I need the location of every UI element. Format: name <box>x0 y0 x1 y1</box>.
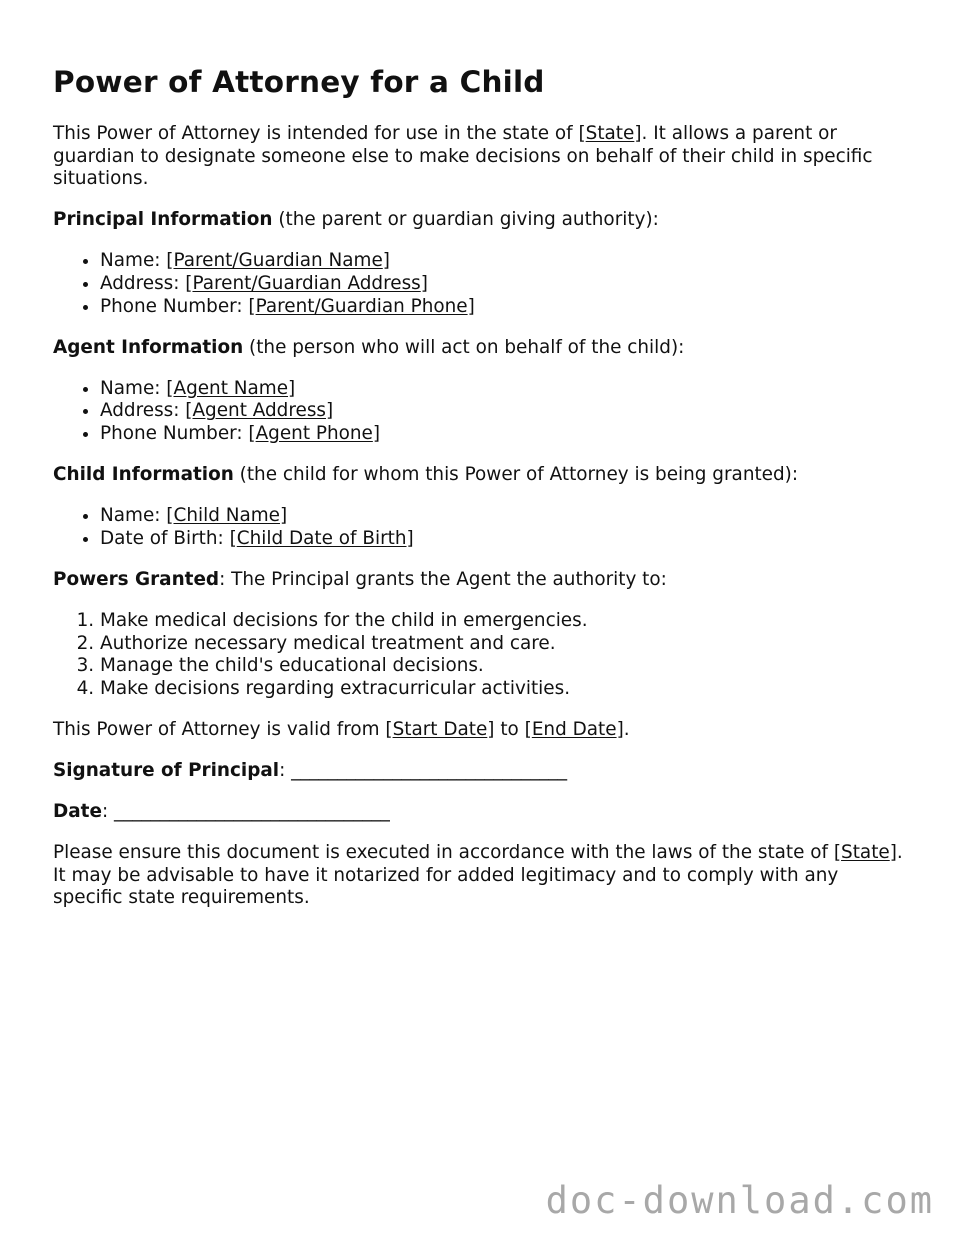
powers-list <box>53 610 913 700</box>
list-item: • Name: [Parent/Guardian Name] <box>100 250 913 273</box>
watermark: doc-download.com <box>545 1179 934 1222</box>
page-title: Power of Attorney for a Child <box>53 65 545 99</box>
list-item: 3. Manage the child's educational decisions. <box>100 655 913 678</box>
parent-address-placeholder[interactable]: Parent/Guardian Address <box>192 272 421 294</box>
signature-line: Signature of Principal: ______________________________ <box>53 759 568 781</box>
child-dob-placeholder[interactable]: Child Date of Birth <box>236 527 407 549</box>
principal-info-list <box>53 250 913 318</box>
list-item: • Address: [Agent Address] <box>100 400 913 423</box>
list-item: • Address: [Parent/Guardian Address] <box>100 273 913 296</box>
start-date-placeholder[interactable]: Start Date <box>392 718 488 740</box>
state-placeholder[interactable]: State <box>585 123 635 144</box>
child-section-heading: Child Information (the child for whom this Power of Attorney is being granted): <box>53 464 799 486</box>
parent-name-placeholder[interactable]: Parent/Guardian Name <box>173 250 383 272</box>
parent-phone-placeholder[interactable]: Parent/Guardian Phone <box>255 295 468 317</box>
agent-name-placeholder[interactable]: Agent Name <box>173 377 289 399</box>
agent-phone-placeholder[interactable]: Agent Phone <box>255 422 373 444</box>
signature-field[interactable]: ______________________________ <box>291 759 568 781</box>
list-item: • Date of Birth: [Child Date of Birth] <box>100 528 913 551</box>
agent-info-list <box>53 378 913 446</box>
list-item: 2. Authorize necessary medical treatment and care. <box>100 633 913 656</box>
end-date-placeholder[interactable]: End Date <box>531 718 617 740</box>
state-placeholder[interactable]: State <box>841 842 890 864</box>
principal-section-heading: Principal Information (the parent or guardian giving authority): <box>53 209 659 231</box>
date-field[interactable]: ______________________________ <box>114 800 390 822</box>
child-name-placeholder[interactable]: Child Name <box>173 505 280 527</box>
list-item: • Name: [Child Name] <box>100 505 913 528</box>
agent-section-heading: Agent Information (the person who will act on behalf of the child): <box>53 336 685 358</box>
list-item: • Name: [Agent Name] <box>100 378 913 401</box>
document-page <box>53 64 913 928</box>
powers-section-heading: Powers Granted: The Principal grants the Agent the authority to: <box>53 568 667 590</box>
agent-address-placeholder[interactable]: Agent Address <box>192 400 326 422</box>
child-info-list <box>53 505 913 550</box>
list-item: 1. Make medical decisions for the child in emergencies. <box>100 610 913 633</box>
list-item: • Phone Number: [Parent/Guardian Phone] <box>100 296 913 319</box>
list-item: 4. Make decisions regarding extracurricular activities. <box>100 678 913 701</box>
date-line: Date: ______________________________ <box>53 800 390 822</box>
list-item: • Phone Number: [Agent Phone] <box>100 423 913 446</box>
intro-paragraph: This Power of Attorney is intended for use in the state of [State]. It allows a parent or guardian to designate someone else to make decisions on behalf of their child in specific situations. <box>53 123 873 190</box>
validity-paragraph: This Power of Attorney is valid from [Start Date] to [End Date]. <box>53 718 630 740</box>
closing-paragraph: Please ensure this document is executed in accordance with the laws of the state of [State]. It may be advisable to have it notarized for added legitimacy and to comply with any specific state requirements. <box>53 842 903 909</box>
